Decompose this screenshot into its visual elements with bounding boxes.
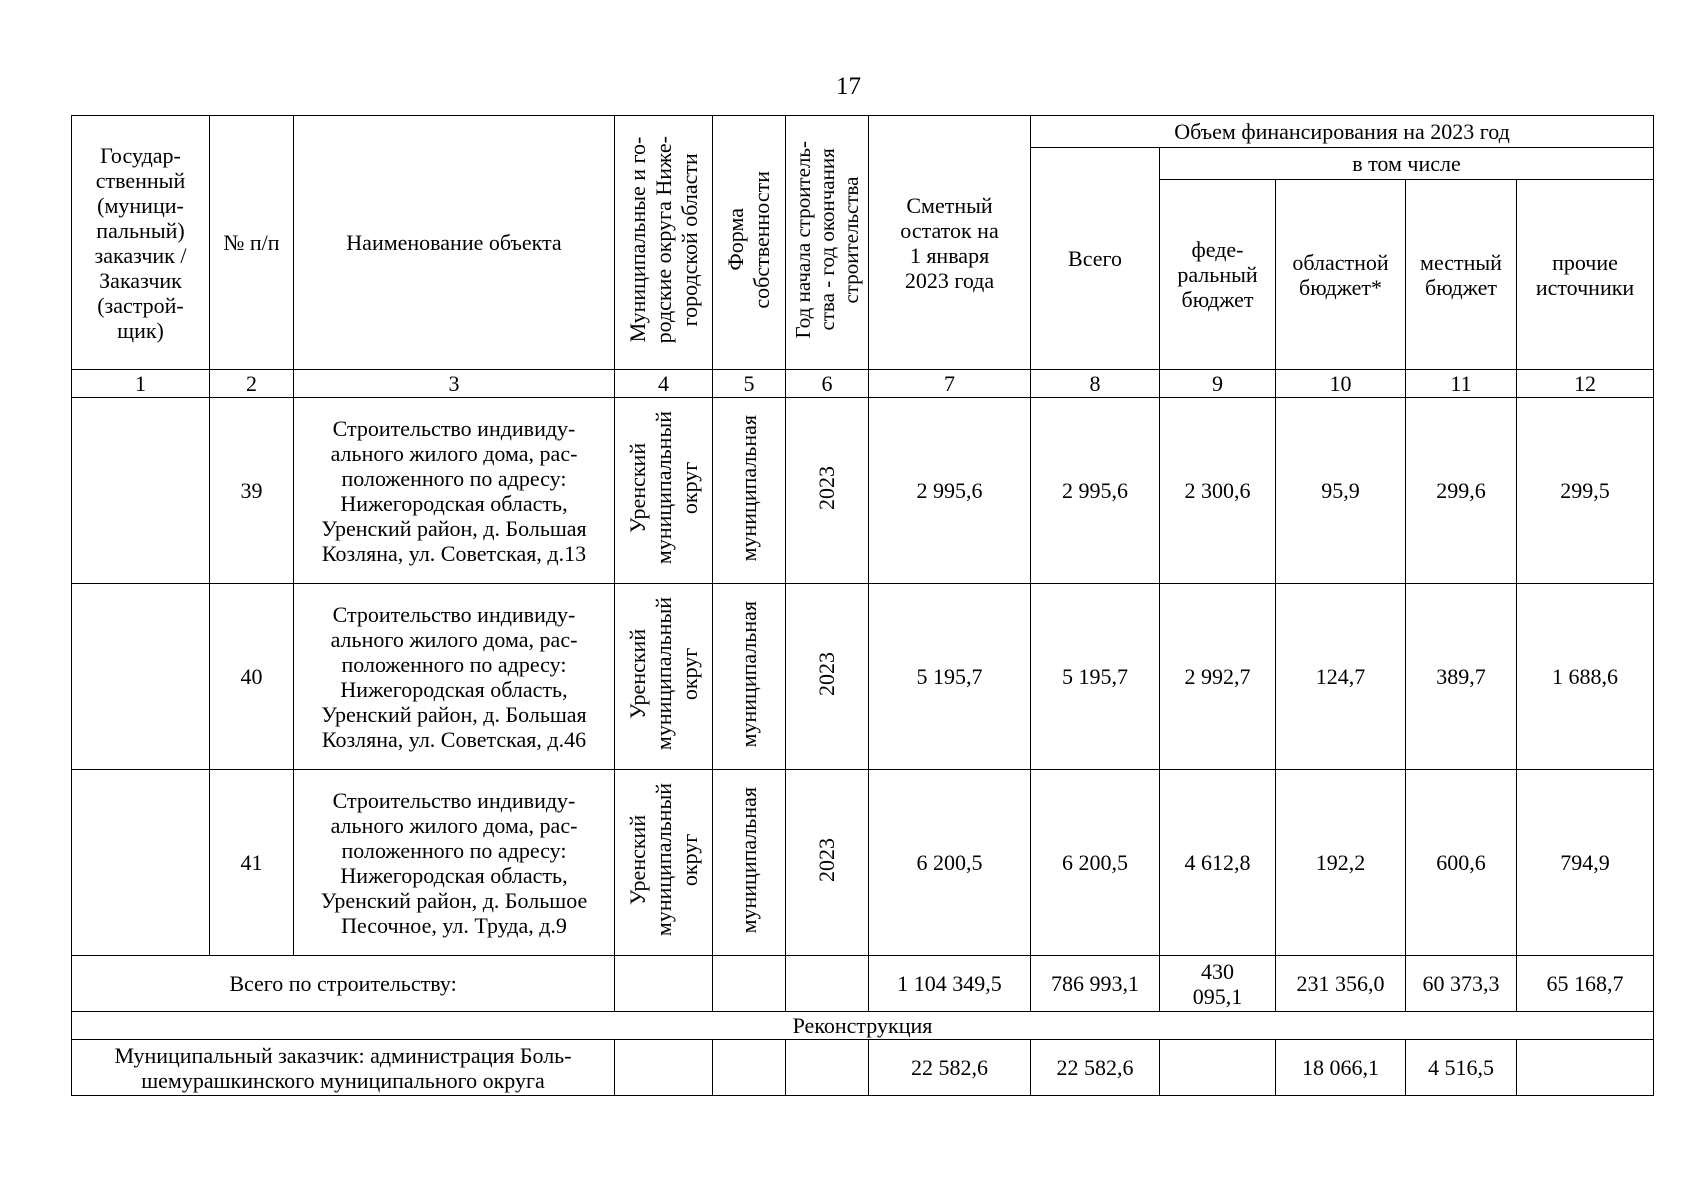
reconstruction-federal (1160, 1040, 1276, 1096)
row-estimate: 2 995,6 (869, 398, 1031, 584)
column-number: 2 (210, 370, 294, 398)
row-federal: 4 612,8 (1160, 770, 1276, 956)
row-district: Уренский муниципальный округ (615, 584, 713, 770)
row-year: 2023 (786, 584, 869, 770)
header-years: Год начала строитель- ства - год окончания строительства (786, 116, 869, 370)
construction-total-other: 65 168,7 (1517, 956, 1654, 1012)
header-estimate: Сметный остаток на 1 января 2023 года (869, 116, 1031, 370)
financing-table (71, 115, 1654, 1096)
empty-cell (615, 1040, 713, 1096)
construction-total-estimate: 1 104 349,5 (869, 956, 1031, 1012)
row-object-name: Строительство индивиду- ального жилого дома, рас- положенного по адресу: Нижегородская область, Уренский район, д. Большое Песочное, ул. Труда, д.9 (294, 770, 615, 956)
section-heading: Реконструкция (72, 1012, 1654, 1040)
row-federal: 2 300,6 (1160, 398, 1276, 584)
column-number: 1 (72, 370, 210, 398)
reconstruction-local: 4 516,5 (1406, 1040, 1517, 1096)
header-federal: феде- ральный бюджет (1160, 180, 1276, 370)
row-object-name: Строительство индивиду- ального жилого дома, рас- положенного по адресу: Нижегородская область, Уренский район, д. Большая Козляна, ул. Советская, д.46 (294, 584, 615, 770)
empty-cell (713, 1040, 786, 1096)
row-regional: 192,2 (1276, 770, 1406, 956)
column-number: 4 (615, 370, 713, 398)
reconstruction-other (1517, 1040, 1654, 1096)
header-other: прочие источники (1517, 180, 1654, 370)
row-total: 6 200,5 (1031, 770, 1160, 956)
row-estimate: 5 195,7 (869, 584, 1031, 770)
row-district: Уренский муниципальный округ (615, 770, 713, 956)
construction-total-total: 786 993,1 (1031, 956, 1160, 1012)
header-local: местный бюджет (1406, 180, 1517, 370)
header-customer: Государ- ственный (муници- пальный) заказчик / Заказчик (застрой- щик) (72, 116, 210, 370)
column-number: 12 (1517, 370, 1654, 398)
row-local: 389,7 (1406, 584, 1517, 770)
column-number: 10 (1276, 370, 1406, 398)
row-other: 299,5 (1517, 398, 1654, 584)
reconstruction-regional: 18 066,1 (1276, 1040, 1406, 1096)
row-other: 794,9 (1517, 770, 1654, 956)
section-row (72, 1012, 1654, 1040)
row-total: 2 995,6 (1031, 398, 1160, 584)
row-ownership: муниципальная (713, 584, 786, 770)
row-other: 1 688,6 (1517, 584, 1654, 770)
row-year: 2023 (786, 398, 869, 584)
row-regional: 124,7 (1276, 584, 1406, 770)
construction-total-label: Всего по строительству: (72, 956, 615, 1012)
table-row (72, 770, 1654, 956)
construction-total-federal: 430 095,1 (1160, 956, 1276, 1012)
column-number: 5 (713, 370, 786, 398)
row-number: 40 (210, 584, 294, 770)
reconstruction-estimate: 22 582,6 (869, 1040, 1031, 1096)
empty-cell (786, 956, 869, 1012)
header-regional: областной бюджет* (1276, 180, 1406, 370)
row-ownership: муниципальная (713, 398, 786, 584)
header-total: Всего (1031, 148, 1160, 370)
column-number-row (72, 370, 1654, 398)
header-object-name: Наименование объекта (294, 116, 615, 370)
header-funding: Объем финансирования на 2023 год (1031, 116, 1654, 148)
row-ownership: муниципальная (713, 770, 786, 956)
row-regional: 95,9 (1276, 398, 1406, 584)
header-ownership: Форма собственности (713, 116, 786, 370)
row-year: 2023 (786, 770, 869, 956)
construction-total-local: 60 373,3 (1406, 956, 1517, 1012)
table-row (72, 398, 1654, 584)
header-number: № п/п (210, 116, 294, 370)
row-total: 5 195,7 (1031, 584, 1160, 770)
reconstruction-total: 22 582,6 (1031, 1040, 1160, 1096)
row-customer-cell (72, 770, 210, 956)
row-number: 39 (210, 398, 294, 584)
construction-total-row (72, 956, 1654, 1012)
column-number: 6 (786, 370, 869, 398)
header-district: Муниципальные и го- родские округа Ниже- городской области (615, 116, 713, 370)
row-federal: 2 992,7 (1160, 584, 1276, 770)
column-number: 9 (1160, 370, 1276, 398)
reconstruction-customer-row (72, 1040, 1654, 1096)
row-number: 41 (210, 770, 294, 956)
empty-cell (615, 956, 713, 1012)
column-number: 7 (869, 370, 1031, 398)
empty-cell (786, 1040, 869, 1096)
construction-total-regional: 231 356,0 (1276, 956, 1406, 1012)
column-number: 11 (1406, 370, 1517, 398)
row-estimate: 6 200,5 (869, 770, 1031, 956)
header-including: в том числе (1160, 148, 1654, 180)
table-row (72, 584, 1654, 770)
page-number: 17 (836, 73, 861, 100)
column-number: 3 (294, 370, 615, 398)
column-number: 8 (1031, 370, 1160, 398)
row-local: 299,6 (1406, 398, 1517, 584)
empty-cell (713, 956, 786, 1012)
reconstruction-customer-label: Муниципальный заказчик: администрация Боль- шемурашкинского муниципального округа (72, 1040, 615, 1096)
row-object-name: Строительство индивиду- ального жилого дома, рас- положенного по адресу: Нижегородская область, Уренский район, д. Большая Козляна, ул. Советская, д.13 (294, 398, 615, 584)
row-customer-cell (72, 584, 210, 770)
row-customer-cell (72, 398, 210, 584)
row-district: Уренский муниципальный округ (615, 398, 713, 584)
row-local: 600,6 (1406, 770, 1517, 956)
